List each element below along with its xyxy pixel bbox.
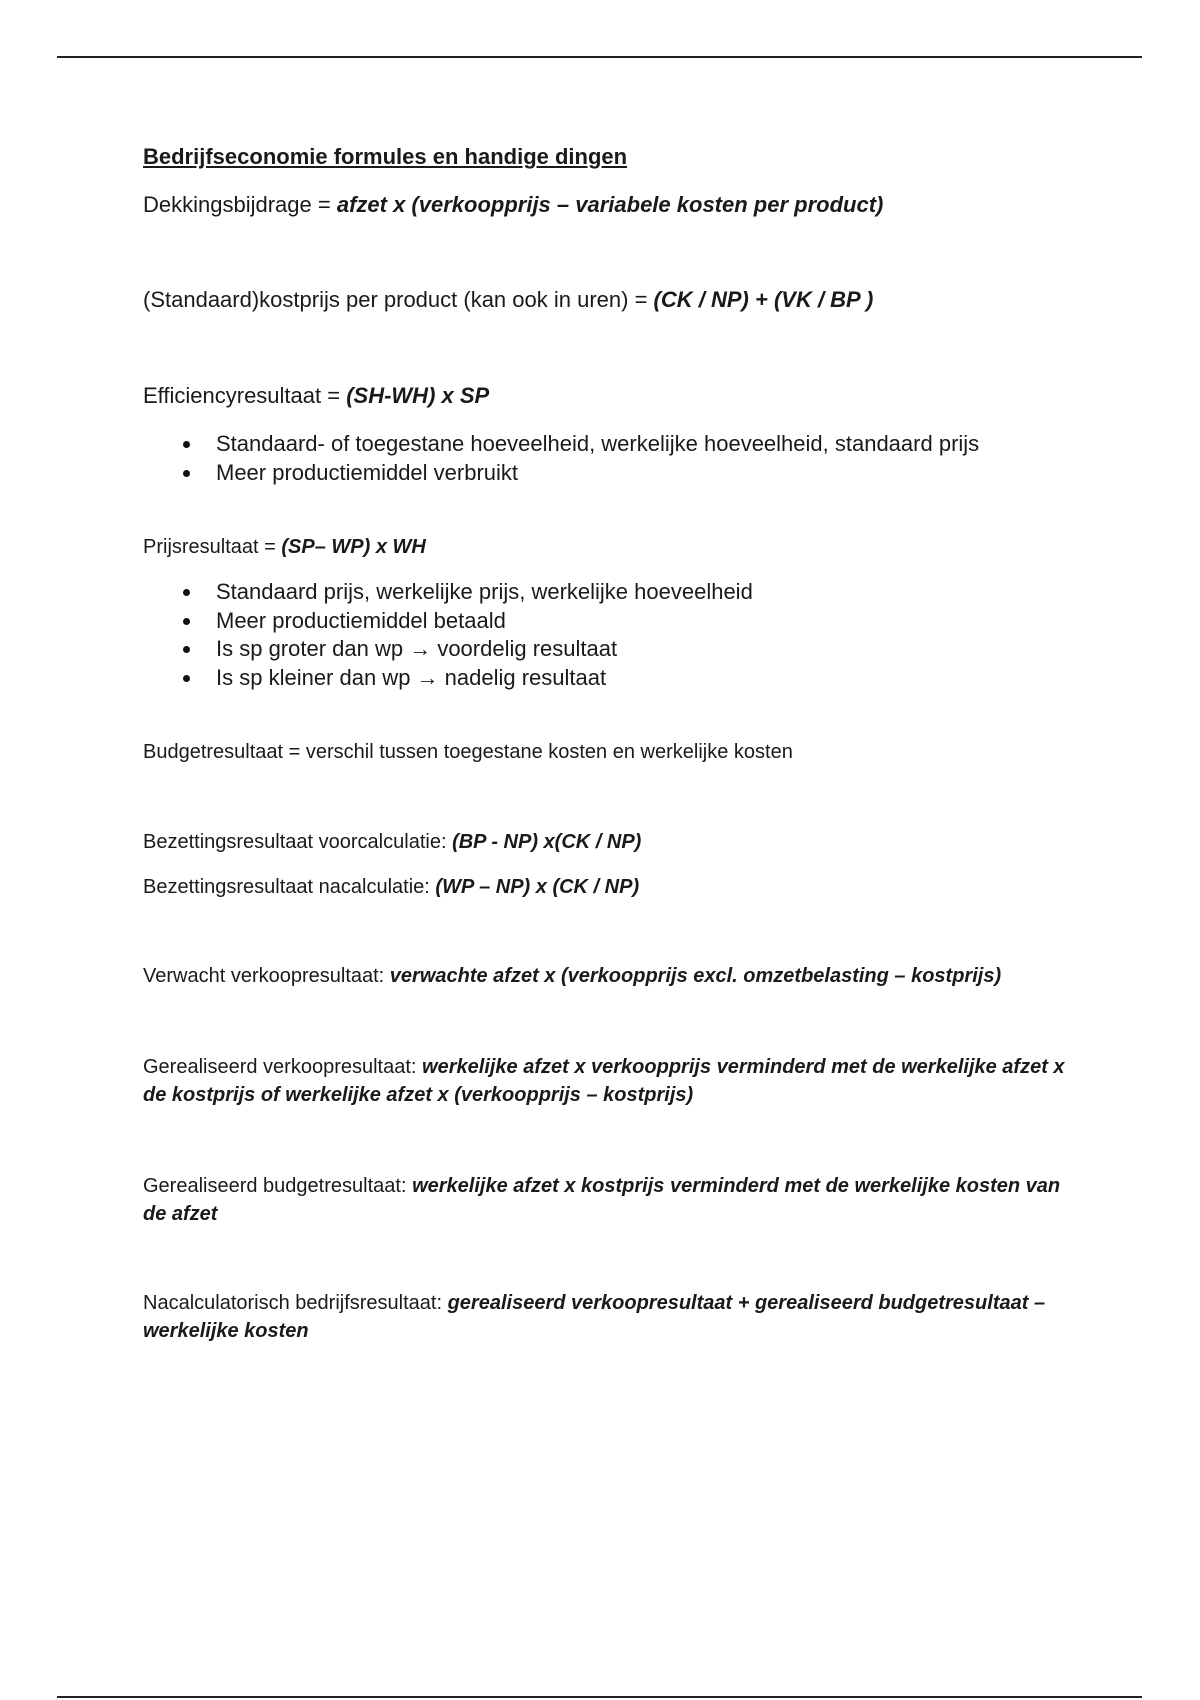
list-item: Meer productiemiddel betaald [143,607,1083,636]
prijsresultaat-line [143,533,1083,561]
gerealiseerd-verkoopresultaat-label: Gerealiseerd verkoopresultaat: [143,1056,423,1078]
bezetting-nacalculatie-formula: (WP – NP) x (CK / NP) [435,876,640,898]
list-item: Is sp kleiner dan wp → nadelig resultaat [143,664,1083,693]
list-item: Meer productiemiddel verbruikt [143,459,1083,488]
kostprijs-formula: (CK / NP) + (VK / BP ) [653,287,874,312]
kostprijs-label: (Standaard)kostprijs per product (kan ook in uren) = [143,287,654,312]
bezetting-voorcalculatie-label: Bezettingsresultaat voorcalculatie: [143,831,453,853]
verwacht-verkoopresultaat-formula: verwachte afzet x (verkoopprijs excl. omzetbelasting – kostprijs) [389,965,1002,987]
list-item: Standaard prijs, werkelijke prijs, werkelijke hoeveelheid [143,578,1083,607]
kostprijs-line [143,286,1083,314]
dekkingsbijdrage-formula: afzet x (verkoopprijs – variabele kosten per product) [336,192,884,217]
gerealiseerd-verkoopresultaat-formula: werkelijke afzet x verkoopprijs verminderd met de werkelijke afzet x de kostprijs of werkelijke afzet x (verkoopprijs – kostprijs) [143,1056,1065,1106]
header-rule [57,56,1142,58]
gerealiseerd-verkoopresultaat-line [143,1053,1083,1109]
page-title: Bedrijfseconomie formules en handige dingen [143,144,628,169]
prijs-bullet-list [143,578,1083,692]
dekkingsbijdrage-line [143,191,1083,219]
footer-rule [57,1696,1142,1698]
gerealiseerd-budgetresultaat-formula: werkelijke afzet x kostprijs verminderd met de werkelijke kosten van de afzet [143,1175,1061,1225]
gerealiseerd-budgetresultaat-line [143,1172,1083,1228]
nacalculatorisch-formula: gerealiseerd verkoopresultaat + gerealiseerd budgetresultaat – werkelijke kosten [143,1292,1046,1342]
gerealiseerd-budgetresultaat-label: Gerealiseerd budgetresultaat: [143,1175,413,1197]
dekkingsbijdrage-label: Dekkingsbijdrage = [143,192,337,217]
efficiency-line [143,382,1083,410]
nacalculatorisch-line [143,1289,1083,1345]
nacalculatorisch-label: Nacalculatorisch bedrijfsresultaat: [143,1292,448,1314]
prijsresultaat-label: Prijsresultaat = [143,536,282,558]
budgetresultaat-line: Budgetresultaat = verschil tussen toegestane kosten en werkelijke kosten [143,741,793,763]
verwacht-verkoopresultaat-line [143,962,1083,990]
efficiency-bullet-list [143,430,1083,487]
bezetting-voorcalculatie-formula: (BP - NP) x(CK / NP) [452,831,642,853]
bezetting-nacalculatie-line [143,873,1083,901]
list-item: Standaard- of toegestane hoeveelheid, werkelijke hoeveelheid, standaard prijs [143,430,1083,459]
list-item: Is sp groter dan wp → voordelig resultaat [143,635,1083,664]
efficiency-label: Efficiencyresultaat = [143,383,347,408]
verwacht-verkoopresultaat-label: Verwacht verkoopresultaat: [143,965,390,987]
bezetting-voorcalculatie-line [143,828,1083,856]
prijsresultaat-formula: (SP– WP) x WH [281,536,426,558]
efficiency-formula: (SH-WH) x SP [346,383,490,408]
bezetting-nacalculatie-label: Bezettingsresultaat nacalculatie: [143,876,436,898]
